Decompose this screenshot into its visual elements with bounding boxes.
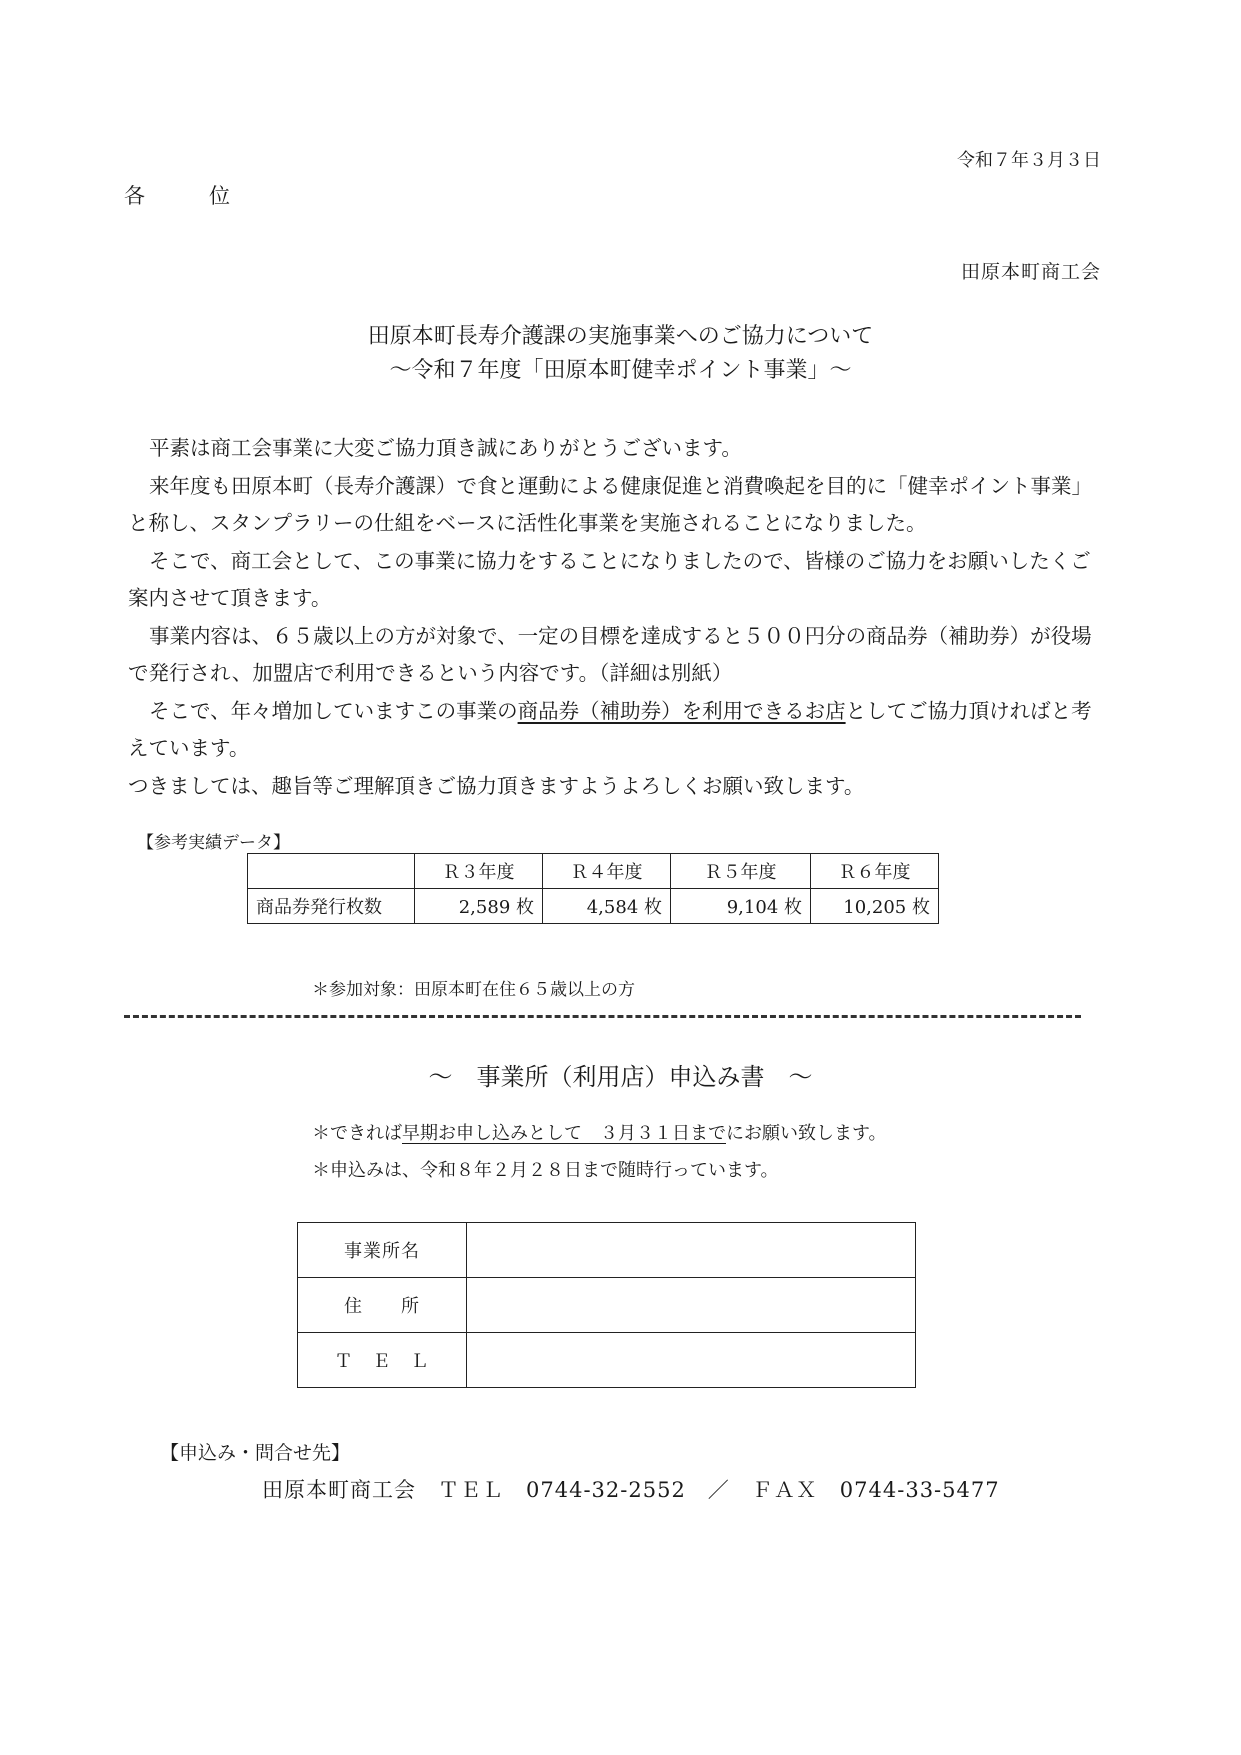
header-cell-r3: Ｒ３年度 [415,854,543,889]
body-paragraph-5 [128,693,1103,768]
dashed-divider [124,1015,1081,1018]
value-cell-r4: 4,584 枚 [543,889,671,924]
contact-heading: 【申込み・問合せ先】 [160,1442,351,1464]
value-cell-r3: 2,589 枚 [415,889,543,924]
form-note-1 [312,1115,887,1152]
title-line-2: ～令和７年度「田原本町健幸ポイント事業」～ [389,358,852,383]
row-label: 商品券発行枚数 [248,889,415,924]
business-name-field[interactable] [467,1223,916,1278]
form-row-address [298,1278,916,1333]
note-1-underlined: 早期お申し込みとして ３月３１日まで [402,1123,726,1144]
address-label: 住 所 [298,1278,467,1333]
reference-header-row [248,854,939,889]
reference-data-table [247,853,939,924]
addressee-part2: 位 [209,184,232,208]
form-note-2: ＊申込みは、令和８年２月２８日まで随時行っています。 [312,1160,779,1181]
note-1-suffix: にお願い致します。 [726,1123,887,1144]
address-field[interactable] [467,1278,916,1333]
document-date: 令和７年３月３日 [957,150,1101,171]
reference-data-row [248,889,939,924]
form-row-business-name [298,1223,916,1278]
paragraph-5-before: そこで、年々増加していますこの事業の [149,698,518,723]
header-cell-empty [248,854,415,889]
title-line-1: 田原本町長寿介護課の実施事業へのご協力について [367,324,874,349]
tel-field[interactable] [467,1333,916,1388]
body-paragraph-2: 来年度も田原本町（長寿介護課）で食と運動による健康促進と消費喚起を目的に「健幸ポイント事業」と称し、スタンプラリーの仕組をベースに活性化事業を実施されることになりました。 [128,473,1092,535]
form-row-tel [298,1333,916,1388]
paragraph-5-underlined: 商品券（補助券）を利用できるお店 [517,698,846,723]
body-paragraph-1: 平素は商工会事業に大変ご協力頂き誠にありがとうございます。 [149,436,742,460]
value-cell-r5: 9,104 枚 [671,889,811,924]
body-paragraph-6: つきましては、趣旨等ご理解頂きご協力頂きますようよろしくお願い致します。 [128,773,865,798]
form-notes [312,1115,887,1189]
header-cell-r4: Ｒ４年度 [543,854,671,889]
business-name-label: 事業所名 [298,1223,467,1278]
body-paragraph-4: 事業内容は、６５歳以上の方が対象で、一定の目標を達成すると５００円分の商品券（補助券）が役場で発行され、加盟店で利用できるという内容です。（詳細は別紙） [128,623,1092,685]
form-title: ～ 事業所（利用店）申込み書 ～ [428,1063,813,1091]
application-form-table [297,1222,916,1388]
paragraph-5-after: としてご協力頂ければと考えています。 [128,698,1092,760]
body-paragraph-3: そこで、商工会として、この事業に協力をすることになりましたので、皆様のご協力をお願いしたくご案内させて頂きます。 [128,548,1091,610]
sender-name: 田原本町商工会 [960,261,1101,283]
value-cell-r6: 10,205 枚 [811,889,939,924]
tel-label: Ｔ Ｅ Ｌ [298,1333,467,1388]
note-1-prefix: ＊できれば [312,1123,402,1144]
addressee-part1: 各 [124,184,147,208]
header-cell-r5: Ｒ５年度 [671,854,811,889]
reference-data-title: 【参考実績データ】 [137,833,290,853]
participation-note: ＊参加対象：田原本町在住６５歳以上の方 [312,980,635,1000]
body-text [128,430,1103,805]
document-title [0,320,1241,388]
contact-line: 田原本町商工会 ＴＥＬ 0744-32-2552 ／ ＦＡＸ 0744-33-5477 [262,1478,1000,1502]
header-cell-r6: Ｒ６年度 [811,854,939,889]
addressee [124,180,232,210]
